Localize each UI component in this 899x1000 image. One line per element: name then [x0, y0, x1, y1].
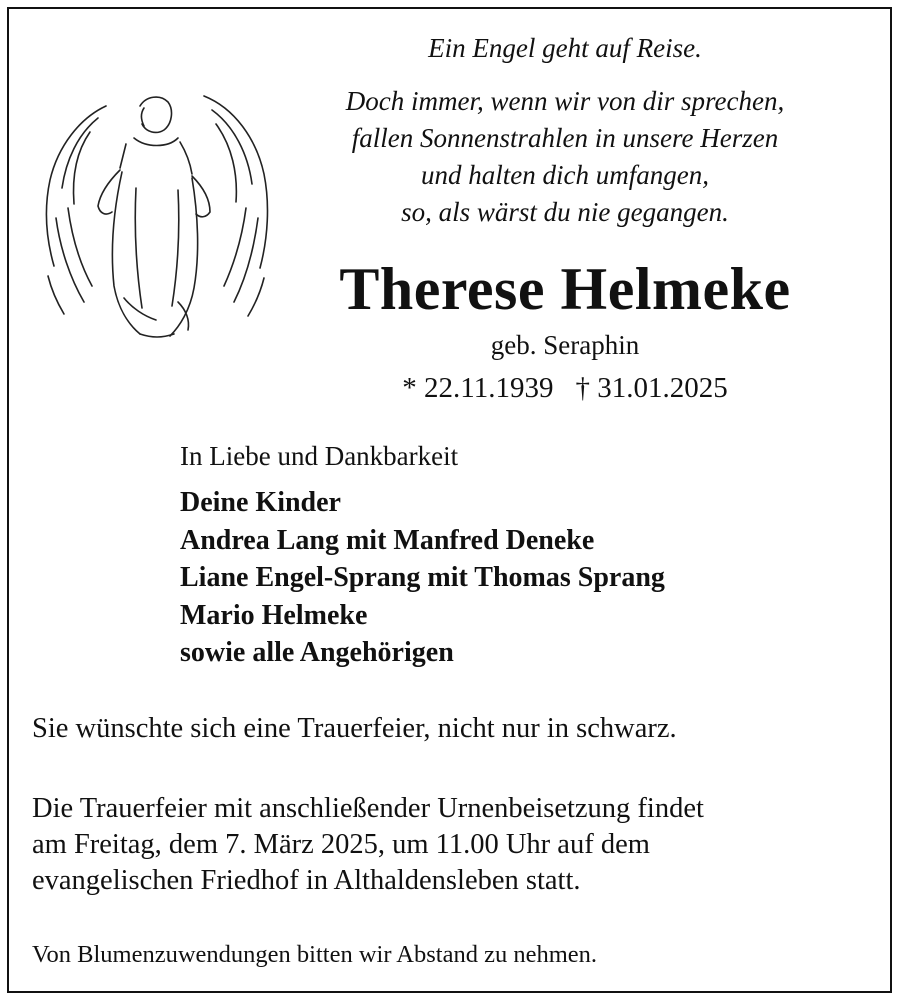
- angel-sketch-icon: [28, 88, 288, 348]
- life-dates: [270, 370, 860, 406]
- death-date: † 31.01.2025: [575, 372, 728, 404]
- service-line: Die Trauerfeier mit anschließender Urnenbeisetzung findet: [32, 793, 704, 824]
- mourners-list: [180, 484, 665, 672]
- poem-line: fallen Sonnenstrahlen in unsere Herzen: [351, 123, 779, 153]
- mourner-line: sowie alle Angehörigen: [180, 637, 454, 668]
- service-line: am Freitag, dem 7. März 2025, um 11.00 Uhr auf dem: [32, 829, 650, 860]
- mourners-intro: In Liebe und Dankbarkeit: [180, 441, 459, 471]
- service-line: evangelischen Friedhof in Althaldensleben statt.: [32, 865, 581, 896]
- mourner-line: Mario Helmeke: [180, 599, 368, 631]
- poem-title: Ein Engel geht auf Reise.: [428, 33, 702, 63]
- deceased-name: Therese Helmeke: [339, 256, 791, 322]
- birth-date: * 22.11.1939: [402, 372, 554, 404]
- poem-line: Doch immer, wenn wir von dir sprechen,: [345, 86, 785, 116]
- poem-line: so, als wärst du nie gegangen.: [401, 197, 729, 227]
- maiden-name: geb. Seraphin: [490, 330, 640, 360]
- mourner-line: Andrea Lang mit Manfred Deneke: [180, 524, 595, 556]
- mourner-line: Liane Engel-Sprang mit Thomas Sprang: [180, 562, 665, 593]
- flowers-note: Von Blumenzuwendungen bitten wir Abstand zu nehmen.: [32, 941, 597, 968]
- funeral-wish: Sie wünschte sich eine Trauerfeier, nicht nur in schwarz.: [32, 713, 677, 744]
- service-details: [32, 791, 704, 899]
- mourner-line: Deine Kinder: [180, 487, 341, 518]
- poem-line: und halten dich umfangen,: [421, 160, 709, 190]
- poem-body: [270, 83, 860, 231]
